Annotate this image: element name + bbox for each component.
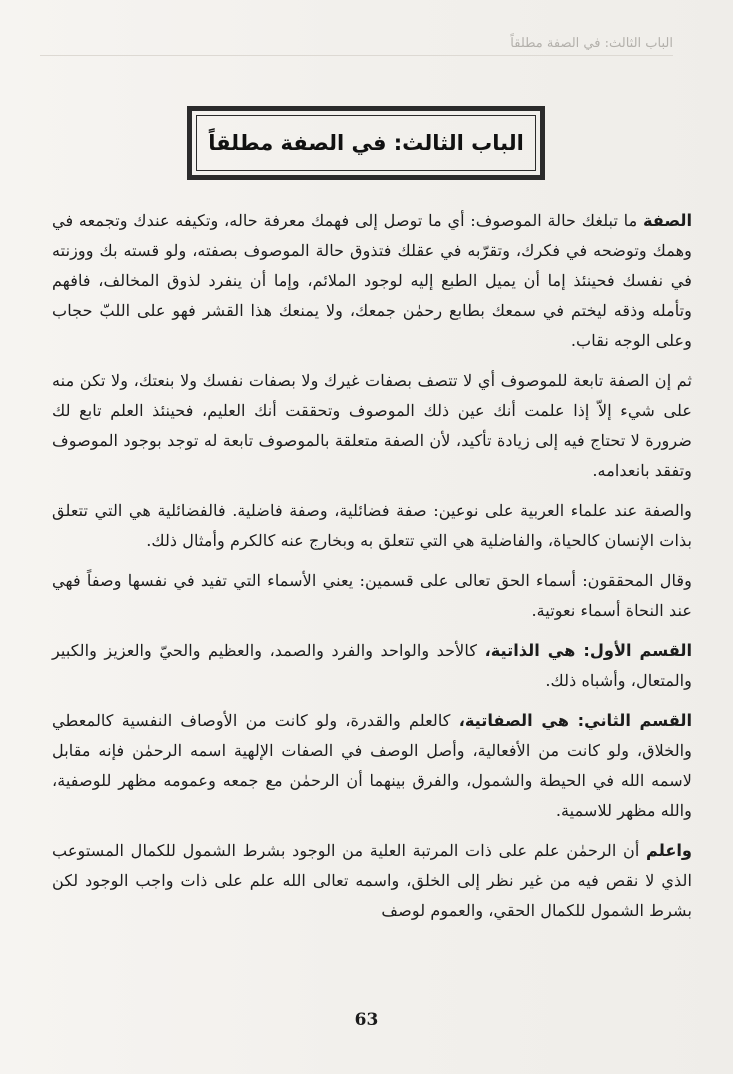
paragraph-lead: واعلم xyxy=(646,841,692,860)
paragraph xyxy=(52,636,692,696)
paragraph-text: كالأحد والواحد والفرد والصمد، والعظيم والحيّ والعزيز والكبير والمتعال، وأشباه ذلك. xyxy=(52,641,692,690)
paragraph xyxy=(52,706,692,826)
chapter-title: الباب الثالث: في الصفة مطلقاً xyxy=(208,131,524,155)
paragraph-text: أن الرحمٰن علم على ذات المرتبة العلية من الوجود بشرط الشمول للكمال المستوعب الذي لا نقص فيه من غير نظر إلى الخلق، واسمه تعالى الله علم على ذات واجب الوجود لكن بشرط الشمول للكمال الحقي، والعموم لوصف xyxy=(52,841,692,920)
paragraph xyxy=(52,836,692,926)
paragraph xyxy=(52,366,692,486)
running-head: الباب الثالث: في الصفة مطلقاً xyxy=(40,36,673,56)
paragraph xyxy=(52,206,692,356)
paragraph xyxy=(52,566,692,626)
paragraph-lead: الصفة xyxy=(642,211,692,230)
paragraph-text: ما تبلغك حالة الموصوف: أي ما توصل إلى فهمك معرفة حاله، وتكيفه عندك وتجمعه في وهمك وتوضحه في فكرك، وتقرّبه في عقلك فتذوق حالة الموصوف بصفته، ولو قسته بك ووزنته في نفسك فحينئذ إما أن يميل الطبع إليه لوجود الملائم، وإما أن ينفرد لذوق المخالف، فافهم وتأمله وذقه ليختم في سمعك بطابع رحمٰن جمعك، ولا يمنعك هذا القشر فهو على اللبّ حجاب وعلى الوجه نقاب. xyxy=(52,211,692,350)
page-number: 63 xyxy=(354,1010,379,1030)
paragraph xyxy=(52,496,692,556)
paragraph-lead: القسم الأول: هي الذاتية، xyxy=(484,641,692,660)
chapter-title-frame xyxy=(187,106,545,180)
paragraph-lead: القسم الثاني: هي الصفاتية، xyxy=(458,711,693,730)
paragraph-text: ثم إن الصفة تابعة للموصوف أي لا تتصف بصفات غيرك ولا بصفات نفسك ولا بنعتك، ولا تكن منه على شيء إلاّ إذا علمت أنك عين ذلك الموصوف وتحققت أنك العليم، فحينئذ العلم تابع لك ضرورة لا تحتاج فيه إلى زيادة تأكيد، لأن الصفة متعلقة بالموصوف تابعة له توجد بوجود الموصوف وتفقد بانعدامه. xyxy=(52,371,692,480)
paragraph-text: وقال المحققون: أسماء الحق تعالى على قسمين: يعني الأسماء التي تفيد في نفسها وصفاً فهي عند النحاة أسماء نعوتية. xyxy=(52,571,692,620)
paragraph-text: والصفة عند علماء العربية على نوعين: صفة فضائلية، وصفة فاضلية. فالفضائلية هي التي تتعلق بذات الإنسان كالحياة، والفاضلية هي التي تتعلق به وبخارج عنه كالكرم وأمثال ذلك. xyxy=(52,501,692,550)
body-text xyxy=(52,206,692,936)
chapter-title-inner-frame xyxy=(196,115,536,171)
paragraph-text: كالعلم والقدرة، ولو كانت من الأوصاف النفسية كالمعطي والخلاق، ولو كانت من الأفعالية، وأصل الوصف في الصفات الإلهية اسمه الرحمٰن فإنه مقابل لاسمه الله في الحيطة والشمول، والفرق بينهما أن الرحمٰن مع جمعه وعمومه مظهر للوصفية، والله مظهر للاسمية. xyxy=(52,711,692,820)
